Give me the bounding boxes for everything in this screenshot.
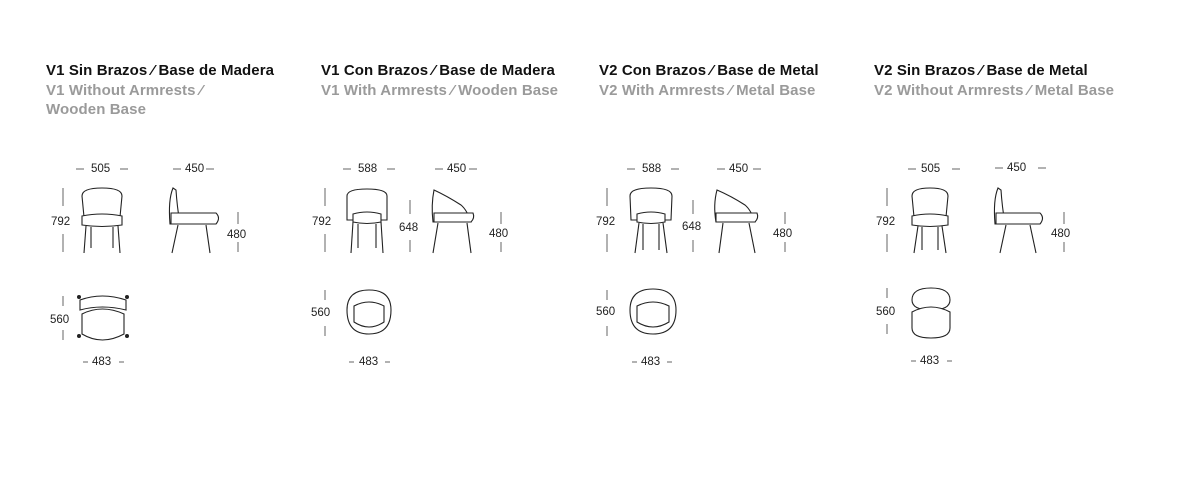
dimension-plan-width: 483 [920,355,940,367]
side-view-chair [432,190,473,253]
chair-drawings [874,0,1154,400]
chair-drawings [46,0,326,400]
dimension-plan-depth: 560 [311,307,331,319]
variant-title-english: V2 With Armrests ⁄ Metal Base [599,82,816,99]
side-view-chair [169,188,218,253]
dimension-side-depth: 450 [1007,162,1027,174]
dimension-seat-height: 480 [489,228,509,240]
dimension-front-width: 505 [921,163,941,175]
dimension-arm-height: 648 [399,222,419,234]
dimension-height: 792 [876,216,896,228]
dimension-front-width: 505 [91,163,111,175]
dimension-plan-width: 483 [359,356,379,368]
side-view-chair [994,188,1042,253]
front-view-chair [630,188,672,253]
variant-v1-with-armrests [311,0,601,400]
variant-title-spanish: V1 Con Brazos ⁄ Base de Madera [321,62,555,79]
variant-title-english: V1 Without Armrests ⁄ Wooden Base [46,82,203,118]
dimension-plan-width: 483 [92,356,112,368]
dimension-seat-height: 480 [773,228,793,240]
plan-view-chair [347,290,391,334]
dimension-height: 792 [596,216,616,228]
dimension-side-depth: 450 [185,163,205,175]
dimension-plan-width: 483 [641,356,661,368]
front-view-chair [82,188,122,253]
plan-view-chair [912,288,950,338]
variant-title-spanish: V2 Sin Brazos ⁄ Base de Metal [874,62,1088,79]
dimension-height: 792 [312,216,332,228]
dimension-arm-height: 648 [682,221,702,233]
front-view-chair [912,188,948,253]
dimension-front-width: 588 [642,163,662,175]
chair-drawings [321,0,601,400]
variant-title-spanish: V1 Sin Brazos ⁄ Base de Madera [46,62,275,79]
dimension-side-depth: 450 [447,163,467,175]
dimension-plan-depth: 560 [50,314,70,326]
variant-v2-with-armrests [596,0,879,400]
variant-title-english: V1 With Armrests ⁄ Wooden Base [321,82,559,99]
dimension-plan-depth: 560 [596,306,616,318]
dimension-side-depth: 450 [729,163,749,175]
dimension-height: 792 [51,216,71,228]
variant-v2-without-armrests [874,0,1154,400]
variant-title-english: V2 Without Armrests ⁄ Metal Base [874,82,1115,99]
dimension-plan-depth: 560 [876,306,896,318]
chair-drawings [599,0,879,400]
variant-v1-without-armrests [46,0,326,400]
dimension-seat-height: 480 [1051,228,1071,240]
variant-title-spanish: V2 Con Brazos ⁄ Base de Metal [599,62,819,79]
side-view-chair [715,190,758,253]
dimension-front-width: 588 [358,163,378,175]
plan-view-chair [77,295,129,340]
dimension-seat-height: 480 [227,229,247,241]
front-view-chair [347,189,387,253]
plan-view-chair [630,289,676,334]
